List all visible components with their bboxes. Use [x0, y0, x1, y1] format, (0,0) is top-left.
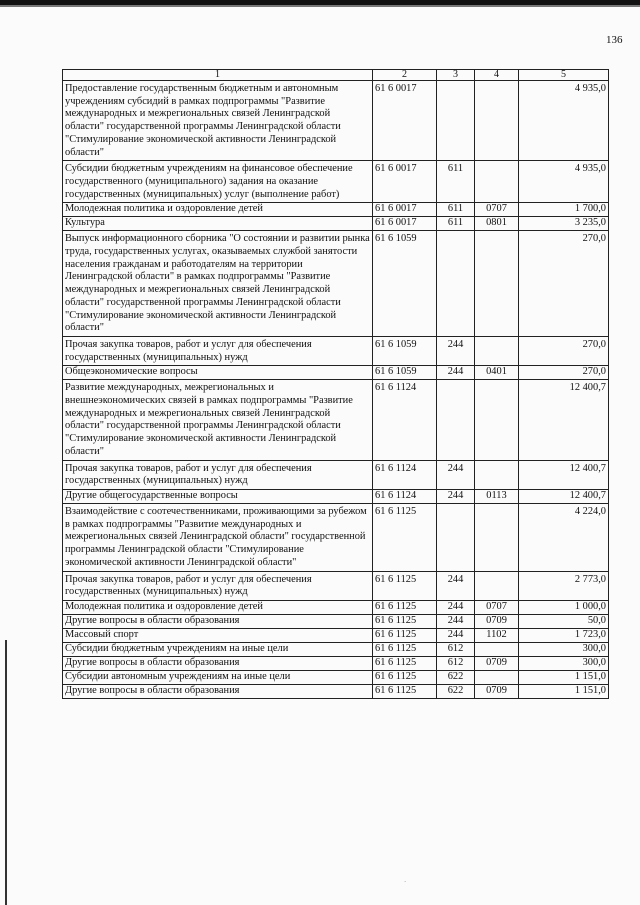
- section-cell: [475, 503, 519, 571]
- amount-cell: 2 773,0: [519, 571, 609, 600]
- expense-type-cell: 244: [437, 600, 475, 614]
- section-cell: 0707: [475, 600, 519, 614]
- table-row: [63, 642, 609, 656]
- name-cell: Взаимодействие с соотечественниками, проживающими за рубежом в рамках подпрограммы "Развитие международных и межрегиональных связей Ленинградской области" государственной программы Ленинградской области "Стимулирование экономической активности Ленинградской области": [63, 503, 373, 571]
- expense-type-cell: [437, 503, 475, 571]
- name-cell: Предоставление государственным бюджетным и автономным учреждениям субсидий в рамках подпрограммы "Развитие международных и межрегиональных связей Ленинградской области" государственной программы Ленинградской области "Стимулирование экономической активности Ленинградской области": [63, 81, 373, 161]
- table-row: [63, 614, 609, 628]
- expense-type-cell: [437, 81, 475, 161]
- expense-type-cell: 611: [437, 217, 475, 231]
- section-cell: [475, 670, 519, 684]
- expense-type-cell: 244: [437, 460, 475, 489]
- target-article-cell: 61 6 1125: [373, 628, 437, 642]
- section-cell: [475, 380, 519, 460]
- table-row: [63, 656, 609, 670]
- amount-cell: 50,0: [519, 614, 609, 628]
- section-cell: 0401: [475, 366, 519, 380]
- name-cell: Общеэкономические вопросы: [63, 366, 373, 380]
- target-article-cell: 61 6 1125: [373, 684, 437, 698]
- expense-type-cell: 244: [437, 489, 475, 503]
- amount-cell: 12 400,7: [519, 380, 609, 460]
- name-cell: Выпуск информационного сборника "О состоянии и развитии рынка труда, государственных услугах, оказываемых службой занятости населения гражданам и работодателям на территории Ленинградской области" в рамках подпрограммы "Развитие международных и межрегиональных связей Ленинградской области" государственной программы Ленинградской области "Стимулирование экономической активности Ленинградской области": [63, 231, 373, 337]
- target-article-cell: 61 6 0017: [373, 161, 437, 203]
- table-row: [63, 503, 609, 571]
- name-cell: Прочая закупка товаров, работ и услуг для обеспечения государственных (муниципальных) нужд: [63, 460, 373, 489]
- table-row: [63, 336, 609, 365]
- section-cell: 0113: [475, 489, 519, 503]
- table-row: [63, 600, 609, 614]
- target-article-cell: 61 6 1125: [373, 670, 437, 684]
- table-row: [63, 217, 609, 231]
- name-cell: Другие общегосударственные вопросы: [63, 489, 373, 503]
- table-row: [63, 489, 609, 503]
- name-cell: Массовый спорт: [63, 628, 373, 642]
- expense-type-cell: 612: [437, 656, 475, 670]
- section-cell: 1102: [475, 628, 519, 642]
- table-row: [63, 628, 609, 642]
- amount-cell: 4 935,0: [519, 161, 609, 203]
- expense-type-cell: 611: [437, 161, 475, 203]
- target-article-cell: 61 6 1125: [373, 571, 437, 600]
- page-number: 136: [606, 34, 623, 46]
- amount-cell: 12 400,7: [519, 460, 609, 489]
- section-cell: [475, 161, 519, 203]
- amount-cell: 1 700,0: [519, 203, 609, 217]
- expense-type-cell: 244: [437, 614, 475, 628]
- name-cell: Молодежная политика и оздоровление детей: [63, 600, 373, 614]
- section-cell: 0709: [475, 684, 519, 698]
- name-cell: Прочая закупка товаров, работ и услуг для обеспечения государственных (муниципальных) нужд: [63, 571, 373, 600]
- amount-cell: 270,0: [519, 336, 609, 365]
- header-row: [63, 70, 609, 81]
- name-cell: Субсидии бюджетным учреждениям на иные цели: [63, 642, 373, 656]
- header-col-1: 1: [63, 70, 373, 81]
- amount-cell: 1 151,0: [519, 670, 609, 684]
- expense-type-cell: 612: [437, 642, 475, 656]
- header-col-2: 2: [373, 70, 437, 81]
- section-cell: 0707: [475, 203, 519, 217]
- expense-type-cell: 611: [437, 203, 475, 217]
- expense-type-cell: 244: [437, 628, 475, 642]
- section-cell: [475, 642, 519, 656]
- name-cell: Другие вопросы в области образования: [63, 656, 373, 670]
- amount-cell: 1 000,0: [519, 600, 609, 614]
- section-cell: [475, 231, 519, 337]
- target-article-cell: 61 6 1125: [373, 642, 437, 656]
- target-article-cell: 61 6 1124: [373, 489, 437, 503]
- target-article-cell: 61 6 0017: [373, 203, 437, 217]
- amount-cell: 1 151,0: [519, 684, 609, 698]
- target-article-cell: 61 6 1125: [373, 656, 437, 670]
- target-article-cell: 61 6 1125: [373, 600, 437, 614]
- target-article-cell: 61 6 1124: [373, 460, 437, 489]
- table-row: [63, 380, 609, 460]
- left-scan-mark: [5, 640, 7, 905]
- target-article-cell: 61 6 1059: [373, 231, 437, 337]
- section-cell: 0709: [475, 614, 519, 628]
- target-article-cell: 61 6 1124: [373, 380, 437, 460]
- amount-cell: 300,0: [519, 656, 609, 670]
- expense-type-cell: 244: [437, 366, 475, 380]
- header-col-5: 5: [519, 70, 609, 81]
- table-row: [63, 571, 609, 600]
- name-cell: Другие вопросы в области образования: [63, 684, 373, 698]
- amount-cell: 1 723,0: [519, 628, 609, 642]
- section-cell: [475, 336, 519, 365]
- target-article-cell: 61 6 1059: [373, 336, 437, 365]
- name-cell: Культура: [63, 217, 373, 231]
- expense-type-cell: 244: [437, 336, 475, 365]
- amount-cell: 4 224,0: [519, 503, 609, 571]
- table-row: [63, 203, 609, 217]
- header-col-3: 3: [437, 70, 475, 81]
- amount-cell: 300,0: [519, 642, 609, 656]
- expense-type-cell: [437, 231, 475, 337]
- amount-cell: 4 935,0: [519, 81, 609, 161]
- name-cell: Субсидии автономным учреждениям на иные цели: [63, 670, 373, 684]
- amount-cell: 270,0: [519, 366, 609, 380]
- amount-cell: 3 235,0: [519, 217, 609, 231]
- section-cell: [475, 571, 519, 600]
- name-cell: Субсидии бюджетным учреждениям на финансовое обеспечение государственного (муниципального) задания на оказание государственных (муниципальных) услуг (выполнение работ): [63, 161, 373, 203]
- expense-type-cell: 622: [437, 684, 475, 698]
- table-row: [63, 81, 609, 161]
- section-cell: [475, 460, 519, 489]
- table-row: [63, 684, 609, 698]
- target-article-cell: 61 6 0017: [373, 217, 437, 231]
- table-row: [63, 366, 609, 380]
- scan-speck: `: [404, 880, 407, 888]
- expense-type-cell: 244: [437, 571, 475, 600]
- target-article-cell: 61 6 1125: [373, 503, 437, 571]
- amount-cell: 270,0: [519, 231, 609, 337]
- target-article-cell: 61 6 0017: [373, 81, 437, 161]
- name-cell: Другие вопросы в области образования: [63, 614, 373, 628]
- section-cell: 0709: [475, 656, 519, 670]
- expense-type-cell: 622: [437, 670, 475, 684]
- section-cell: 0801: [475, 217, 519, 231]
- expense-type-cell: [437, 380, 475, 460]
- table-row: [63, 460, 609, 489]
- budget-table-body: [63, 70, 609, 699]
- top-border-shadow: [0, 5, 640, 7]
- table-row: [63, 670, 609, 684]
- table-row: [63, 231, 609, 337]
- header-col-4: 4: [475, 70, 519, 81]
- amount-cell: 12 400,7: [519, 489, 609, 503]
- section-cell: [475, 81, 519, 161]
- name-cell: Прочая закупка товаров, работ и услуг для обеспечения государственных (муниципальных) нужд: [63, 336, 373, 365]
- table-row: [63, 161, 609, 203]
- name-cell: Развитие международных, межрегиональных и внешнеэкономических связей в рамках подпрограммы "Развитие международных и межрегиональных связей Ленинградской области" государственной программы Ленинградской области "Стимулирование экономической активности Ленинградской области": [63, 380, 373, 460]
- name-cell: Молодежная политика и оздоровление детей: [63, 203, 373, 217]
- target-article-cell: 61 6 1059: [373, 366, 437, 380]
- target-article-cell: 61 6 1125: [373, 614, 437, 628]
- budget-table: [62, 69, 609, 699]
